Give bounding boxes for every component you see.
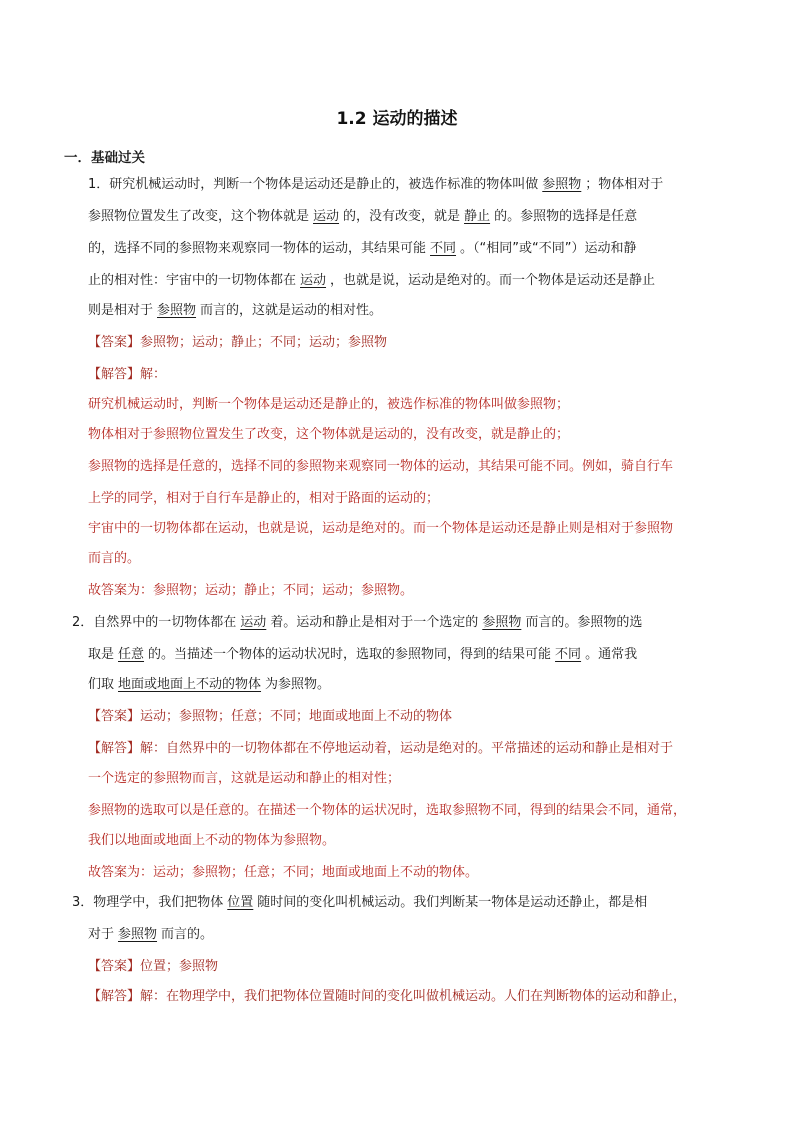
q1-explanation-4: 上学的同学，相对于自行车是静止的，相对于路面的运动的；: [88, 491, 440, 506]
q2-solution-4: 我们以地面或地面上不动的物体为参照物。: [88, 833, 336, 848]
q2-solution-2: 一个选定的参照物而言，这就是运动和静止的相对性；: [88, 771, 401, 786]
q2-line-1: 2．自然界中的一切物体都在 运动 着。运动和静止是相对于一个选定的 参照物 而言的。参照物的选: [72, 615, 643, 630]
q1-explanation-2: 物体相对于参照物位置发生了改变，这个物体就是运动的，没有改变，就是静止的；: [88, 427, 570, 442]
q1-line-3: 的，选择不同的参照物来观察同一物体的运动，其结果可能 不同 。（“相同”或“不同”）运动和静: [88, 241, 637, 256]
q1-explanation-5: 宇宙中的一切物体都在运动，也就是说，运动是绝对的。而一个物体是运动还是静止则是相对于参照物: [88, 521, 674, 536]
q1-line-2: 参照物位置发生了改变，这个物体就是 运动 的，没有改变，就是 静止 的。参照物的选择是任意: [88, 209, 638, 224]
q1-blank-2: 运动: [313, 209, 340, 224]
q2-answer: 【答案】运动；参照物；任意；不同；地面或地面上不动的物体: [88, 709, 453, 724]
q1-explanation-6: 而言的。: [88, 551, 141, 566]
q1-blank-6: 参照物: [157, 303, 197, 318]
q2-blank-2: 参照物: [482, 615, 522, 630]
q1-line-1: 1．研究机械运动时，判断一个物体是运动还是静止的，被选作标准的物体叫做 参照物 ；物体相对于: [88, 177, 664, 192]
q1-line-4: 止的相对性：宇宙中的一切物体都在 运动 ，也就是说，运动是绝对的。而一个物体是运动还是静止: [88, 273, 656, 288]
q1-final-answer: 故答案为：参照物；运动；静止；不同；运动；参照物。: [88, 583, 414, 598]
q1-blank-5: 运动: [300, 273, 327, 288]
q2-blank-4: 不同: [555, 647, 582, 662]
q2-blank-5: 地面或地面上不动的物体: [118, 677, 262, 692]
q3-line-1: 3．物理学中，我们把物体 位置 随时间的变化叫机械运动。我们判断某一物体是运动还静止，都是相: [72, 895, 648, 910]
q3-blank-2: 参照物: [118, 927, 158, 942]
q2-blank-3: 任意: [118, 647, 145, 662]
q2-solution-3: 参照物的选取可以是任意的。在描述一个物体的运状况时，选取参照物不同，得到的结果会不同，通常，: [88, 803, 687, 818]
q3-blank-1: 位置: [227, 895, 254, 910]
page-title: 1.2 运动的描述: [336, 109, 458, 129]
q1-solution-label: 【解答】解：: [88, 367, 167, 382]
q1-line-5: 则是相对于 参照物 而言的，这就是运动的相对性。: [88, 303, 383, 318]
q3-answer: 【答案】位置；参照物: [88, 959, 219, 974]
q2-line-2: 取是 任意 的。当描述一个物体的运动状况时，选取的参照物同，得到的结果可能 不同 。通常我: [88, 647, 638, 662]
q2-solution-1: 【解答】解：自然界中的一切物体都在不停地运动着，运动是绝对的。平常描述的运动和静止是相对于: [88, 741, 674, 756]
q2-line-3: 们取 地面或地面上不动的物体 为参照物。: [88, 677, 331, 692]
q1-blank-3: 静止: [464, 209, 491, 224]
q1-answer: 【答案】参照物；运动；静止；不同；运动；参照物: [88, 335, 388, 350]
q1-explanation-3: 参照物的选择是任意的，选择不同的参照物来观察同一物体的运动，其结果可能不同。例如，骑自行车: [88, 459, 674, 474]
q3-solution-1: 【解答】解：在物理学中，我们把物体位置随时间的变化叫做机械运动。人们在判断物体的运动和静止，: [88, 989, 687, 1004]
q1-explanation-1: 研究机械运动时，判断一个物体是运动还是静止的，被选作标准的物体叫做参照物；: [88, 397, 570, 412]
q1-blank-4: 不同: [430, 241, 457, 256]
section-heading: 一．基础过关: [64, 150, 145, 166]
q2-blank-1: 运动: [240, 615, 267, 630]
q3-line-2: 对于 参照物 而言的。: [88, 927, 214, 942]
q2-final-answer: 故答案为：运动；参照物；任意；不同；地面或地面上不动的物体。: [88, 865, 479, 880]
q1-blank-1: 参照物: [542, 177, 582, 192]
